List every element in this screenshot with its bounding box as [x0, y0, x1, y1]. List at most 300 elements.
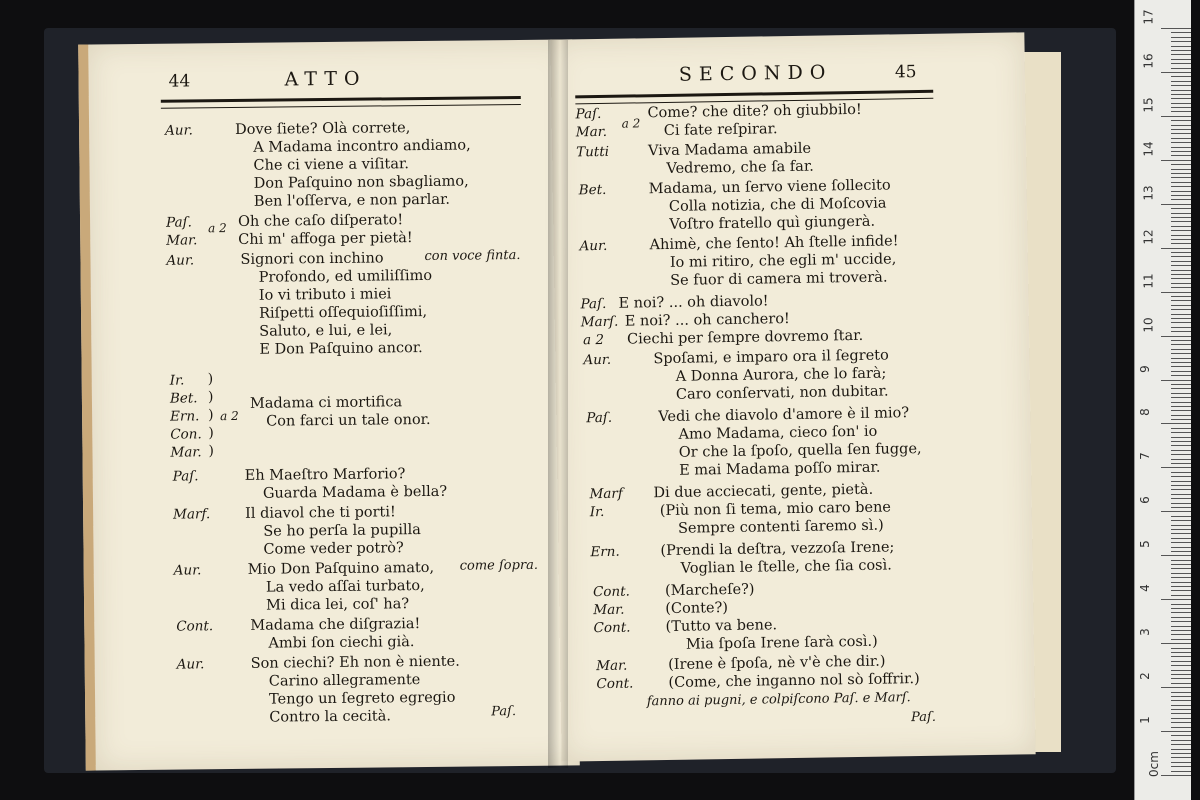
ruler-minor-tick	[1171, 402, 1191, 403]
verse-line: E noi? ... oh diavolo!	[618, 293, 769, 312]
verse-line: Spoſami, e imparo ora il ſegreto	[653, 347, 889, 368]
ruler-label: 6	[1137, 496, 1152, 505]
ruler-label: 16	[1141, 53, 1156, 69]
ruler-minor-tick	[1171, 652, 1191, 653]
verse-line: Ben l'oſſerva, e non parlar.	[253, 191, 451, 210]
speaker: Mar.	[166, 232, 198, 249]
speaker: Mar.	[596, 657, 628, 675]
ruler-tick	[1161, 116, 1191, 117]
ruler-minor-tick	[1171, 186, 1191, 187]
ruler-minor-tick	[1171, 740, 1191, 741]
brace-icon: )	[208, 425, 214, 442]
speaker: Marf	[589, 485, 623, 503]
verse-line: Carino allegramente	[268, 672, 421, 690]
brace-icon: )	[208, 407, 214, 424]
ruler-minor-tick	[1171, 125, 1191, 126]
left-header-rule	[161, 96, 521, 109]
speaker: Aur.	[173, 562, 202, 579]
ruler-minor-tick	[1171, 235, 1191, 236]
ruler-minor-tick	[1171, 309, 1191, 310]
ruler-minor-tick	[1171, 445, 1191, 446]
ruler-minor-tick	[1171, 630, 1191, 631]
ruler-minor-tick	[1171, 239, 1191, 240]
ruler-label: 11	[1141, 273, 1156, 289]
verse-line: Il diavol che ti porti!	[245, 504, 396, 522]
ruler-minor-tick	[1171, 133, 1191, 134]
ruler-minor-tick	[1171, 314, 1191, 315]
verse-line: Caro conſervati, non dubitar.	[675, 383, 889, 403]
ruler-minor-tick	[1171, 305, 1191, 306]
ruler-minor-tick	[1171, 749, 1191, 750]
speaker: Aur.	[176, 656, 205, 673]
ruler-minor-tick	[1171, 472, 1191, 473]
ruler-minor-tick	[1171, 661, 1191, 662]
ruler-minor-tick	[1171, 252, 1191, 253]
ruler-minor-tick	[1171, 656, 1191, 657]
speaker: Paſ.	[586, 409, 613, 427]
ruler-minor-tick	[1171, 375, 1191, 376]
ruler-tick	[1161, 731, 1191, 732]
ruler-minor-tick	[1171, 243, 1191, 244]
ruler-minor-tick	[1171, 718, 1191, 719]
speaker: Paſ.	[165, 214, 192, 231]
ruler-minor-tick	[1171, 564, 1191, 565]
ruler-minor-tick	[1171, 358, 1191, 359]
verse-line: Madama, un ſervo viene ſollecito	[648, 177, 891, 198]
speaker: Cont.	[593, 619, 631, 637]
a2-marker: a 2	[208, 221, 227, 236]
ruler-tick	[1161, 336, 1191, 337]
ruler-label: 5	[1137, 540, 1152, 549]
speaker: Aur.	[579, 237, 608, 255]
ruler-minor-tick	[1171, 428, 1191, 429]
ruler-tick	[1161, 380, 1191, 381]
ruler-minor-tick	[1171, 727, 1191, 728]
ruler-tick	[1161, 555, 1191, 556]
ruler-minor-tick	[1171, 169, 1191, 170]
ruler-minor-tick	[1171, 94, 1191, 95]
ruler-minor-tick	[1171, 568, 1191, 569]
stage-direction: fanno ai pugni, e colpiſcono Paſ. e Marſ.	[646, 690, 911, 710]
ruler-minor-tick	[1171, 441, 1191, 442]
ruler-minor-tick	[1171, 476, 1191, 477]
left-page	[78, 39, 580, 770]
verse-line: (Come, che inganno nol sò ſoffrir.)	[668, 671, 920, 691]
ruler-minor-tick	[1171, 155, 1191, 156]
ruler-minor-tick	[1171, 274, 1191, 275]
verse-line: Or che la ſpoſo, quella ſen fugge,	[678, 440, 922, 461]
verse-line: Vedi che diavolo d'amore è il mio?	[658, 405, 910, 426]
ruler-minor-tick	[1171, 626, 1191, 627]
speaker: Mar.	[593, 601, 625, 619]
ruler-tick	[1161, 423, 1191, 424]
ruler-minor-tick	[1171, 270, 1191, 271]
verse-line: (Più non ſi tema, mio caro bene	[659, 499, 892, 520]
verse-line: La vedo aſſai turbato,	[265, 578, 425, 596]
ruler-minor-tick	[1171, 393, 1191, 394]
ruler-minor-tick	[1171, 617, 1191, 618]
ruler-minor-tick	[1171, 107, 1191, 108]
left-page-number: 44	[168, 71, 191, 92]
speaker: Aur.	[166, 252, 195, 269]
ensemble-speaker: Ir.	[169, 372, 185, 389]
right-page	[550, 32, 1035, 761]
brace-icon: )	[208, 443, 215, 460]
ruler-minor-tick	[1171, 59, 1191, 60]
verse-line: Colla notizia, che di Moſcovia	[668, 195, 887, 215]
ruler-minor-tick	[1171, 191, 1191, 192]
ruler-minor-tick	[1171, 590, 1191, 591]
a2-marker: a 2	[621, 116, 641, 131]
verse-line: Voſtro fratello quì giungerà.	[669, 213, 876, 233]
speaker: Paſ.	[575, 105, 602, 123]
ruler-minor-tick	[1171, 705, 1191, 706]
ruler-minor-tick	[1171, 700, 1191, 701]
ruler-label: 14	[1141, 141, 1156, 157]
ruler-minor-tick	[1171, 503, 1191, 504]
ruler-minor-tick	[1171, 63, 1191, 64]
ruler-tick	[1161, 160, 1191, 161]
verse-line: (Irene è ſpoſa, nè v'è che dir.)	[668, 653, 886, 673]
right-running-head	[551, 60, 1025, 97]
ruler-minor-tick	[1171, 261, 1191, 262]
ruler-minor-tick	[1171, 634, 1191, 635]
speaker: a 2	[582, 331, 605, 349]
ruler-minor-tick	[1171, 735, 1191, 736]
ruler-minor-tick	[1171, 489, 1191, 490]
ruler-minor-tick	[1171, 507, 1191, 508]
ruler-minor-tick	[1171, 340, 1191, 341]
ruler-minor-tick	[1171, 709, 1191, 710]
ruler-minor-tick	[1171, 41, 1191, 42]
ruler-minor-tick	[1171, 366, 1191, 367]
ruler-minor-tick	[1171, 129, 1191, 130]
book-gutter	[548, 40, 568, 768]
ruler-minor-tick	[1171, 692, 1191, 693]
verse-line: Ambi ſon ciechi già.	[268, 634, 415, 652]
ruler-minor-tick	[1171, 213, 1191, 214]
verse-line: Ci fate reſpirar.	[663, 121, 778, 139]
ruler-tick	[1161, 248, 1191, 249]
ruler-minor-tick	[1171, 485, 1191, 486]
ruler-minor-tick	[1171, 459, 1191, 460]
ruler-tick	[1161, 643, 1191, 644]
ruler-minor-tick	[1171, 415, 1191, 416]
verse-line: Eh Maeſtro Marforio?	[244, 466, 406, 484]
ruler-minor-tick	[1171, 494, 1191, 495]
ruler-minor-tick	[1171, 37, 1191, 38]
verse-line: Di due acciecati, gente, pietà.	[653, 481, 874, 502]
ruler-minor-tick	[1171, 560, 1191, 561]
ruler-minor-tick	[1171, 516, 1191, 517]
ruler-minor-tick	[1171, 103, 1191, 104]
ruler-minor-tick	[1171, 762, 1191, 763]
verse-line: Oh che caſo diſperato!	[237, 212, 404, 230]
ruler-minor-tick	[1171, 68, 1191, 69]
ruler-tick	[1161, 775, 1191, 776]
ruler-minor-tick	[1171, 344, 1191, 345]
measurement-ruler	[1134, 0, 1191, 800]
verse-line: Ciechi per ſempre dovremo ſtar.	[626, 327, 864, 348]
ruler-minor-tick	[1171, 410, 1191, 411]
speaker: Marf.	[173, 506, 211, 523]
ruler-label: 1	[1137, 716, 1152, 724]
ruler-minor-tick	[1171, 353, 1191, 354]
ruler-minor-tick	[1171, 151, 1191, 152]
verse-line: Contro la cecità.	[269, 708, 392, 726]
ruler-tick	[1161, 72, 1191, 73]
ruler-minor-tick	[1171, 595, 1191, 596]
verse-line: Dove ſiete? Olà correte,	[235, 120, 411, 138]
verse-line: Se ho perſa la pupilla	[263, 522, 421, 540]
ruler-minor-tick	[1171, 142, 1191, 143]
ruler-label: 8	[1137, 408, 1152, 417]
ruler-minor-tick	[1171, 147, 1191, 148]
ruler-label: 13	[1141, 185, 1156, 201]
ruler-minor-tick	[1171, 529, 1191, 530]
ruler-tick	[1161, 292, 1191, 293]
ruler-label: 7	[1137, 452, 1152, 461]
ruler-minor-tick	[1171, 256, 1191, 257]
ruler-minor-tick	[1171, 283, 1191, 284]
speaker: Ern.	[590, 543, 620, 561]
ruler-minor-tick	[1171, 573, 1191, 574]
ruler-minor-tick	[1171, 533, 1191, 534]
ruler-minor-tick	[1171, 498, 1191, 499]
ruler-minor-tick	[1171, 547, 1191, 548]
ruler-minor-tick	[1171, 771, 1191, 772]
speaker: Paſ.	[580, 295, 607, 313]
ruler-minor-tick	[1171, 322, 1191, 323]
brace-icon: )	[207, 371, 214, 388]
ruler-minor-tick	[1171, 621, 1191, 622]
ruler-label: 15	[1141, 97, 1156, 113]
ruler-minor-tick	[1171, 177, 1191, 178]
ruler-minor-tick	[1171, 722, 1191, 723]
speaker: Tutti	[576, 143, 610, 161]
ruler-minor-tick	[1171, 327, 1191, 328]
verse-line: Profondo, ed umiliſſimo	[258, 267, 433, 286]
verse-line: Come veder potrò?	[263, 540, 404, 558]
ruler-label: 4	[1137, 584, 1152, 593]
verse-line: (Tutto va bene.	[665, 617, 778, 636]
verse-line: (Conte?)	[665, 600, 729, 618]
ruler-minor-tick	[1171, 586, 1191, 587]
verse-line: Che ci viene a viſitar.	[253, 156, 410, 174]
verse-line: Viva Madama amabile	[647, 140, 812, 160]
verse-line: A Madama incontro andiamo,	[253, 137, 471, 156]
verse-line: Vedremo, che ſa far.	[666, 158, 814, 177]
ruler-minor-tick	[1171, 32, 1191, 33]
verse-line: Io vi tributo i miei	[258, 286, 392, 304]
verse-line: E Don Paſquino ancor.	[259, 340, 423, 358]
ruler-minor-tick	[1171, 217, 1191, 218]
ruler-minor-tick	[1171, 138, 1191, 139]
ruler-minor-tick	[1171, 230, 1191, 231]
verse-line: Come? che dite? oh giubbilo!	[647, 101, 862, 122]
catchword: Paſ.	[910, 709, 937, 726]
ruler-minor-tick	[1171, 195, 1191, 196]
ruler-minor-tick	[1171, 50, 1191, 51]
ruler-minor-tick	[1171, 648, 1191, 649]
ruler-minor-tick	[1171, 665, 1191, 666]
speaker: Aur.	[165, 122, 193, 139]
ruler-minor-tick	[1171, 226, 1191, 227]
stage-direction: come ſopra.	[459, 557, 539, 574]
ruler-minor-tick	[1171, 696, 1191, 697]
speaker: Mar.	[575, 123, 608, 141]
ruler-minor-tick	[1171, 713, 1191, 714]
ruler-minor-tick	[1171, 538, 1191, 539]
verse-line: Mio Don Paſquino amato,	[247, 559, 435, 578]
ruler-minor-tick	[1171, 612, 1191, 613]
ruler-minor-tick	[1171, 608, 1191, 609]
ruler-label: 9	[1137, 364, 1152, 373]
verse-line: Ahimè, che ſento! Ah ſtelle infide!	[649, 233, 899, 254]
ruler-minor-tick	[1171, 463, 1191, 464]
ruler-tick	[1161, 511, 1191, 512]
ruler-tick	[1161, 687, 1191, 688]
ensemble-speaker: Con.	[170, 426, 202, 443]
verse-line: Madama che diſgrazia!	[250, 616, 421, 634]
speaker: Paſ.	[172, 468, 199, 485]
right-running-title: SECONDO	[678, 61, 833, 86]
ruler-minor-tick	[1171, 406, 1191, 407]
a2-marker: a 2	[220, 408, 239, 424]
ensemble-speaker: Mar.	[170, 444, 202, 461]
ruler-label: 0cm	[1146, 751, 1161, 777]
ruler-label: 3	[1137, 628, 1152, 636]
ruler-label: 2	[1137, 672, 1152, 680]
verse-line: Mi dica lei, coſ' ha?	[266, 596, 410, 614]
verse-line: (Prendi la deſtra, vezzoſa Irene;	[660, 539, 895, 560]
ruler-minor-tick	[1171, 111, 1191, 112]
ruler-minor-tick	[1171, 300, 1191, 301]
ruler-minor-tick	[1171, 582, 1191, 583]
ruler-minor-tick	[1171, 349, 1191, 350]
ruler-minor-tick	[1171, 753, 1191, 754]
ruler-minor-tick	[1171, 678, 1191, 679]
speaker: Cont.	[176, 618, 214, 635]
catchword: Paſ.	[491, 704, 517, 720]
verse-line: Madama ci mortifica	[249, 394, 403, 412]
brace-icon: )	[207, 389, 214, 406]
ruler-minor-tick	[1171, 577, 1191, 578]
verse-line: Con farci un tale onor.	[266, 411, 431, 430]
ruler-minor-tick	[1171, 199, 1191, 200]
ruler-minor-tick	[1171, 432, 1191, 433]
ruler-minor-tick	[1171, 437, 1191, 438]
ruler-minor-tick	[1171, 683, 1191, 684]
speaker: Ir.	[589, 503, 605, 521]
ruler-label: 12	[1141, 229, 1156, 245]
speaker: Marſ.	[580, 313, 619, 331]
ruler-minor-tick	[1171, 744, 1191, 745]
ruler-minor-tick	[1171, 481, 1191, 482]
verse-line: Guarda Madama è bella?	[262, 483, 448, 502]
ruler-label: 17	[1141, 9, 1156, 25]
ruler-tick	[1161, 599, 1191, 600]
verse-line: Sempre contenti ſaremo sì.)	[677, 517, 884, 537]
ruler-minor-tick	[1171, 674, 1191, 675]
ruler-minor-tick	[1171, 639, 1191, 640]
verse-line: E noi? ... oh canchero!	[624, 311, 790, 330]
ensemble-speaker: Bet.	[169, 390, 198, 407]
verse-line: Don Paſquino non sbagliamo,	[253, 173, 469, 192]
ruler-minor-tick	[1171, 164, 1191, 165]
left-running-head	[89, 67, 573, 102]
ruler-minor-tick	[1171, 384, 1191, 385]
ruler-minor-tick	[1171, 371, 1191, 372]
speaker: Cont.	[592, 583, 631, 601]
ruler-minor-tick	[1171, 419, 1191, 420]
ensemble-speaker: Ern.	[170, 408, 200, 425]
ruler-minor-tick	[1171, 81, 1191, 82]
verse-line: Saluto, e lui, e lei,	[259, 322, 393, 340]
verse-line: Tengo un ſegreto egregio	[268, 689, 456, 708]
verse-line: E mai Madama poſſo mirar.	[679, 459, 881, 479]
ruler-minor-tick	[1171, 90, 1191, 91]
ruler-minor-tick	[1171, 296, 1191, 297]
verse-line: Voglian le ſtelle, che ſia così.	[680, 557, 892, 577]
ruler-minor-tick	[1171, 278, 1191, 279]
right-page-number: 45	[894, 62, 917, 83]
ruler-minor-tick	[1171, 766, 1191, 767]
ruler-tick	[1161, 204, 1191, 205]
ruler-minor-tick	[1171, 85, 1191, 86]
ruler-minor-tick	[1171, 221, 1191, 222]
ruler-minor-tick	[1171, 120, 1191, 121]
ruler-minor-tick	[1171, 542, 1191, 543]
verse-line: A Donna Aurora, che lo farà;	[675, 365, 887, 385]
ruler-tick	[1161, 28, 1191, 29]
verse-line: Io mi ritiro, che egli m' uccide,	[669, 251, 897, 271]
speaker: Bet.	[578, 181, 607, 199]
ruler-minor-tick	[1171, 182, 1191, 183]
ruler-minor-tick	[1171, 173, 1191, 174]
ruler-label: 10	[1141, 316, 1156, 333]
ruler-minor-tick	[1171, 331, 1191, 332]
ruler-minor-tick	[1171, 551, 1191, 552]
verse-line: Amo Madama, cieco ſon' io	[678, 423, 878, 443]
speaker: Aur.	[583, 351, 612, 369]
verse-line: Se fuor di camera mi troverà.	[670, 269, 888, 289]
verse-line: Mia ſpoſa Irene ſarà così.)	[685, 633, 878, 653]
speaker: Cont.	[596, 675, 634, 693]
ruler-minor-tick	[1171, 525, 1191, 526]
ruler-minor-tick	[1171, 287, 1191, 288]
ruler-minor-tick	[1171, 265, 1191, 266]
ruler-minor-tick	[1171, 757, 1191, 758]
ruler-minor-tick	[1171, 450, 1191, 451]
ruler-minor-tick	[1171, 76, 1191, 77]
ruler-minor-tick	[1171, 520, 1191, 521]
verse-line: (Marcheſe?)	[664, 581, 755, 600]
ruler-minor-tick	[1171, 397, 1191, 398]
ruler-minor-tick	[1171, 670, 1191, 671]
ruler-minor-tick	[1171, 98, 1191, 99]
stage-direction: con voce finta.	[424, 247, 521, 264]
verse-line: Signori con inchino	[240, 250, 384, 268]
ruler-tick	[1161, 467, 1191, 468]
left-running-title: ATTO	[284, 67, 367, 91]
ruler-minor-tick	[1171, 388, 1191, 389]
ruler-minor-tick	[1171, 208, 1191, 209]
ruler-minor-tick	[1171, 46, 1191, 47]
verse-line: Riſpetti oſſequioſiſſimi,	[258, 303, 428, 322]
ruler-minor-tick	[1171, 318, 1191, 319]
ruler-minor-tick	[1171, 454, 1191, 455]
